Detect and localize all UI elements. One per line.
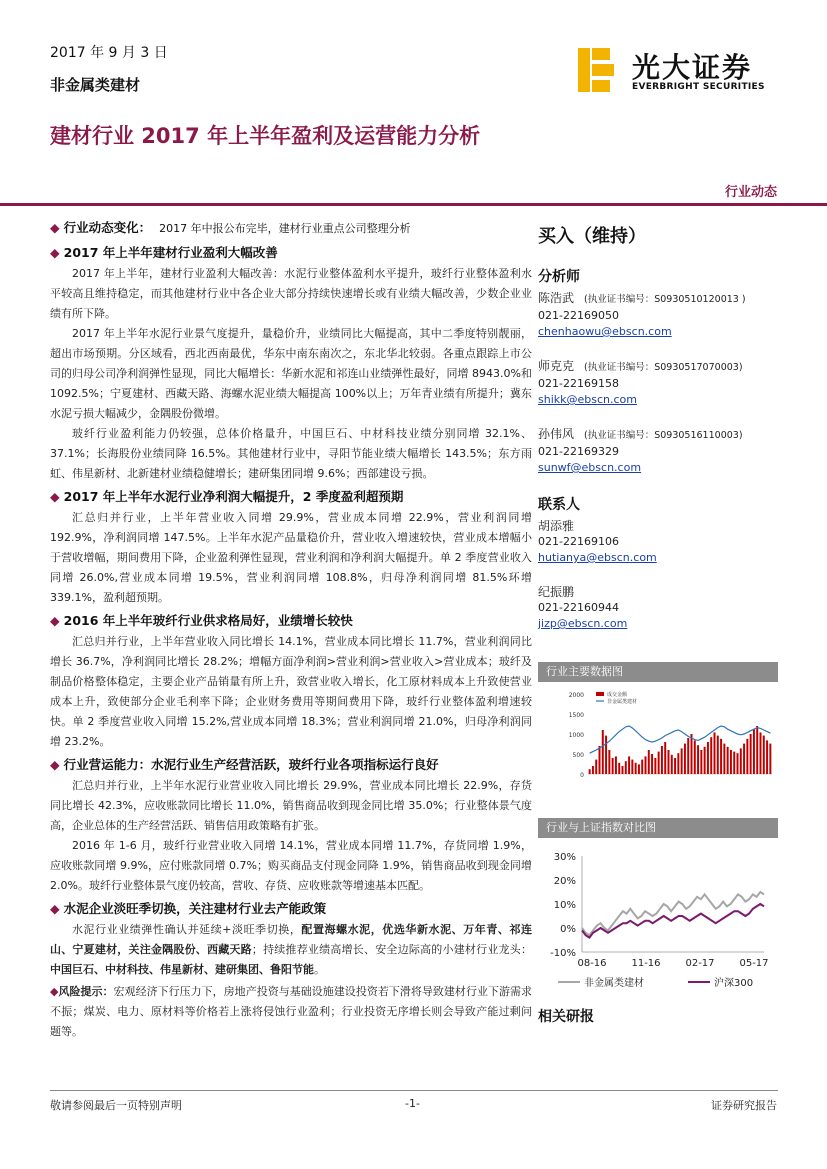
y-tick-label: 1000 [568, 732, 584, 739]
analyst-name: 陈浩武 [538, 291, 575, 305]
intro-heading: ◆ 行业动态变化： 2017 年中报公布完毕，建材行业重点公司整理分析 [50, 220, 411, 235]
volume-bar [648, 750, 650, 774]
volume-bar [595, 760, 597, 774]
analyst-phone: 021-22169158 [538, 377, 619, 390]
volume-bar [608, 750, 610, 774]
y-tick-label: 30% [553, 852, 576, 863]
company-logo [578, 46, 778, 96]
volume-bar [723, 744, 725, 774]
analyst-email-link[interactable]: shikk@ebscn.com [538, 393, 637, 406]
volume-bar [618, 763, 620, 774]
diamond-icon: ◆ [50, 757, 60, 772]
footer-disclaimer: 敬请参阅最后一页特别声明 [50, 1099, 182, 1112]
volume-bar [763, 736, 765, 774]
volume-bar [704, 747, 706, 774]
analyst-license: (执业证书编号：S0930517070003) [584, 362, 743, 373]
index-comparison-chart [538, 844, 778, 994]
logo-chinese-text: 光大证券 [632, 51, 753, 84]
volume-bar [668, 750, 670, 774]
y-tick-label: 2000 [568, 692, 584, 699]
volume-bar [631, 760, 633, 774]
y-tick-label: 1500 [568, 712, 584, 719]
volume-bar [737, 753, 739, 774]
diamond-icon: ◆ [50, 220, 60, 235]
contact-email-link[interactable]: jizp@ebscn.com [538, 617, 628, 630]
legend-label-line: 非金属类建材 [607, 699, 638, 705]
analyst-email-link[interactable]: sunwf@ebscn.com [538, 461, 642, 474]
volume-bar [684, 744, 686, 774]
analyst-phone: 021-22169329 [538, 445, 619, 458]
volume-bar [658, 752, 660, 774]
y-tick-label: 0 [580, 772, 584, 779]
footer-report-type: 证券研究报告 [711, 1099, 777, 1112]
everbright-logo-icon [578, 48, 614, 92]
paragraph: 汇总归并行业，上半年水泥行业营业收入同比增长 29.9%，营业成本同比增长 22.9%，存货同比增长 42.3%，应收账款同比增长 11.0%，销售商品收到现金同比增 35.0%；行业整体景气度高，企业总体的生产经营活跃、销售信用政策略有扩张。 [50, 779, 532, 832]
industry-data-chart [538, 686, 778, 798]
volume-bar [605, 736, 607, 774]
volume-bar [641, 760, 643, 774]
paragraph: 2017 年上半年水泥行业景气度提升，量稳价升，业绩同比大幅提高，其中二季度特别靓丽，超出市场预期。分区域看，西北西南最优，华东中南东南次之，东北华北较弱。各重点跟踪上市公司的归母公司净利润弹性显现，同比大幅增长：华新水泥和祁连山业绩弹性最好，同增 8943.0%和 1092.5%；宁夏建材、西藏天路、海螺水泥业绩大幅提高 100%以上；万年青业绩有所提升；冀东水泥亏损大幅减少，金隅股份微增。 [50, 327, 532, 420]
volume-bar [592, 766, 594, 774]
paragraph: 水泥行业业绩弹性确认并延续+淡旺季切换，配置海螺水泥，优选华新水泥、万年青、祁连山、宁夏建材，关注金隅股份、西藏天路；持续推荐业绩高增长、安全边际高的小建材行业龙头：中国巨石、中材科技、伟星新材、建研集团、鲁阳节能。 [50, 923, 533, 976]
analyst-phone: 021-22169050 [538, 309, 619, 322]
volume-bar [664, 742, 666, 774]
legend-label: 非金属类建材 [584, 978, 644, 989]
x-tick-label: 08-16 [577, 958, 607, 969]
volume-bar [691, 734, 693, 774]
report-date: 2017 年 9 月 3 日 [50, 45, 168, 61]
risk-paragraph: ◆风险提示：宏观经济下行压力下，房地产投资与基础设施建设投资若下滑将导致建材行业下游需求不振；煤炭、电力、原材料等价格若上涨将侵蚀行业盈利；行业投资无序增长则会导致产能过剩问题等。 [50, 985, 533, 1038]
volume-bar [730, 750, 732, 774]
volume-bar [677, 753, 679, 774]
x-tick-label: 05-17 [739, 958, 769, 969]
volume-bar [717, 736, 719, 774]
volume-bar [694, 740, 696, 774]
paragraph: 玻纤行业盈利能力仍较强，总体价格量升，中国巨石、中材科技业绩分别同增 32.1%、37.1%；长海股份业绩同降 16.5%。其他建材行业中，寻阳节能业绩大幅增长 143.5%；东方雨虹、伟星新材、北新建材业绩稳健增长；建研集团同增 9.6%；西部建设亏损。 [50, 427, 532, 480]
section-heading-1: ◆ 2017 年上半年建材行业盈利大幅改善 [50, 245, 278, 260]
analyst-card [538, 358, 778, 408]
analyst-email-link[interactable]: chenhaowu@ebscn.com [538, 325, 672, 338]
y-tick-label: 0% [560, 924, 576, 935]
analyst-license: (执业证书编号：S0930516110003) [584, 430, 743, 441]
volume-bar [638, 764, 640, 774]
analyst-name: 师克克 [538, 359, 575, 373]
volume-bar [589, 769, 591, 774]
page-number: -1- [405, 1097, 420, 1110]
volume-bar [710, 737, 712, 774]
legend-label-bar: 成交金额 [607, 692, 628, 698]
contact-name: 胡添雅 [538, 519, 575, 533]
sidebar [538, 222, 778, 650]
section-heading-2: ◆ 2017 年上半年水泥行业净利润大幅提升，2 季度盈利超预期 [50, 489, 404, 504]
volume-bar [733, 752, 735, 774]
series-line [582, 892, 764, 935]
volume-bar [615, 756, 617, 774]
contact-phone: 021-22169106 [538, 535, 619, 548]
diamond-icon: ◆ [50, 985, 59, 998]
volume-bar [687, 738, 689, 774]
volume-bar [622, 766, 624, 774]
legend-label: 沪深300 [714, 978, 754, 989]
section-heading-3: ◆ 2016 年上半年玻纤行业供求格局好，业绩增长较快 [50, 613, 353, 628]
diamond-icon: ◆ [50, 489, 60, 504]
volume-bar [769, 744, 771, 774]
paragraph: 2016 年 1-6 月，玻纤行业营业收入同增 14.1%，营业成本同增 11.7%，存货同增 1.9%，应收账款同增 9.9%，应付账款同增 0.7%；购买商品支付现金同降 1.9%，销售商品收到现金同增 2.0%。玻纤行业整体景气度仍较高，营收、存货、应收账款等增速基本匹配。 [50, 839, 532, 892]
volume-bar [612, 758, 614, 774]
volume-bar [700, 750, 702, 774]
analyst-license: (执业证书编号：S0930510120013 ) [584, 294, 746, 305]
volume-bar [727, 747, 729, 774]
analyst-name: 孙伟风 [538, 427, 575, 441]
diamond-icon: ◆ [50, 613, 60, 628]
diamond-icon: ◆ [50, 901, 60, 916]
volume-bar [671, 755, 673, 774]
volume-bar [635, 763, 637, 774]
contact-phone: 021-22160944 [538, 601, 619, 614]
analyst-card [538, 290, 778, 340]
volume-bar [599, 746, 601, 774]
volume-bar [707, 742, 709, 774]
volume-bar [628, 756, 630, 774]
chart1-title-bar: 行业主要数据图 [538, 662, 778, 682]
paragraph: 汇总归并行业，上半年营业收入同比增长 14.1%，营业成本同比增长 11.7%，营业利润同比增长 36.7%，净利润同比增长 28.2%；增幅方面净利润>营业利润>营业收入>营业成本；玻纤及制品价格整体稳定，主要企业产品销量有所上升，致营业收入增长，化工原材料成本上升致使营业成本上升，致使部分企业毛利率下降；企业财务费用等期间费用下降，玻纤行业整体盈利增速较快。单 2 季度营业收入同增 15.2%,营业成本同增 18.3%；营业利润同增 21.0%，归母净利润同增 23.2%。 [50, 635, 532, 748]
y-tick-label: -10% [550, 948, 576, 959]
volume-bar [760, 732, 762, 774]
related-research-heading: 相关研报 [538, 1009, 594, 1025]
y-tick-label: 10% [553, 900, 576, 911]
report-body [50, 215, 532, 1042]
volume-bar [674, 758, 676, 774]
section-heading-5: ◆ 水泥企业淡旺季切换，关注建材行业去产能政策 [50, 901, 327, 916]
x-tick-label: 11-16 [631, 958, 661, 969]
section-heading-4: ◆ 行业营运能力：水泥行业生产经营活跃，玻纤行业各项指标运行良好 [50, 757, 439, 772]
volume-bar [661, 746, 663, 774]
volume-bar [645, 756, 647, 774]
volume-bar [654, 758, 656, 774]
y-tick-label: 500 [572, 752, 584, 759]
volume-bar [746, 739, 748, 774]
volume-bar [740, 748, 742, 774]
contact-name: 纪振鹏 [538, 585, 575, 599]
contact-card [538, 518, 778, 566]
analyst-card [538, 426, 778, 476]
y-tick-label: 20% [553, 876, 576, 887]
volume-bar [651, 754, 653, 774]
volume-bar [697, 745, 699, 774]
report-title: 建材行业 2017 年上半年盈利及运营能力分析 [50, 124, 481, 148]
report-category: 非金属类建材 [50, 76, 141, 94]
volume-bar [743, 744, 745, 774]
logo-english-text: EVERBRIGHT SECURITIES [632, 82, 765, 92]
volume-bar [753, 729, 755, 774]
volume-bar [714, 732, 716, 774]
contact-email-link[interactable]: hutianya@ebscn.com [538, 551, 657, 564]
report-type-tag: 行业动态 [724, 185, 777, 200]
volume-bar [756, 726, 758, 774]
header-divider [0, 203, 827, 206]
volume-bar [766, 740, 768, 774]
volume-bar [750, 734, 752, 774]
legend-swatch-bar [596, 692, 604, 696]
contact-card [538, 584, 778, 632]
contact-heading: 联系人 [538, 497, 580, 513]
x-tick-label: 02-17 [685, 958, 715, 969]
chart2-title-bar: 行业与上证指数对比图 [538, 818, 778, 838]
paragraph: 汇总归并行业，上半年营业收入同增 29.9%，营业成本同增 22.9%，营业利润同增 192.9%，净利润同增 147.5%。上半年水泥产品量稳价升，营业收入增速较快，营业成本增幅小于营收增幅，期间费用下降，企业盈利弹性显现，营业利润和净利润大幅提升。单 2 季度营业收入同增 26.0%,营业成本同增 19.5%，营业利润同增 108.8%，归母净利润同增 81.5%环增 339.1%，盈利超预期。 [50, 511, 532, 604]
volume-bar [602, 730, 604, 774]
footer-divider [50, 1090, 778, 1091]
analyst-heading: 分析师 [538, 269, 580, 285]
volume-bar [625, 761, 627, 774]
volume-bar [720, 739, 722, 774]
investment-rating: 买入（维持） [538, 226, 646, 247]
diamond-icon: ◆ [50, 245, 60, 260]
volume-bar [681, 748, 683, 774]
paragraph: 2017 年上半年，建材行业盈利大幅改善：水泥行业整体盈利水平提升，玻纤行业整体盈利水平较高且维持稳定，而其他建材行业中各企业大部分持续快速增长或有业绩大幅改善，少数企业业绩有所下降。 [50, 267, 532, 320]
